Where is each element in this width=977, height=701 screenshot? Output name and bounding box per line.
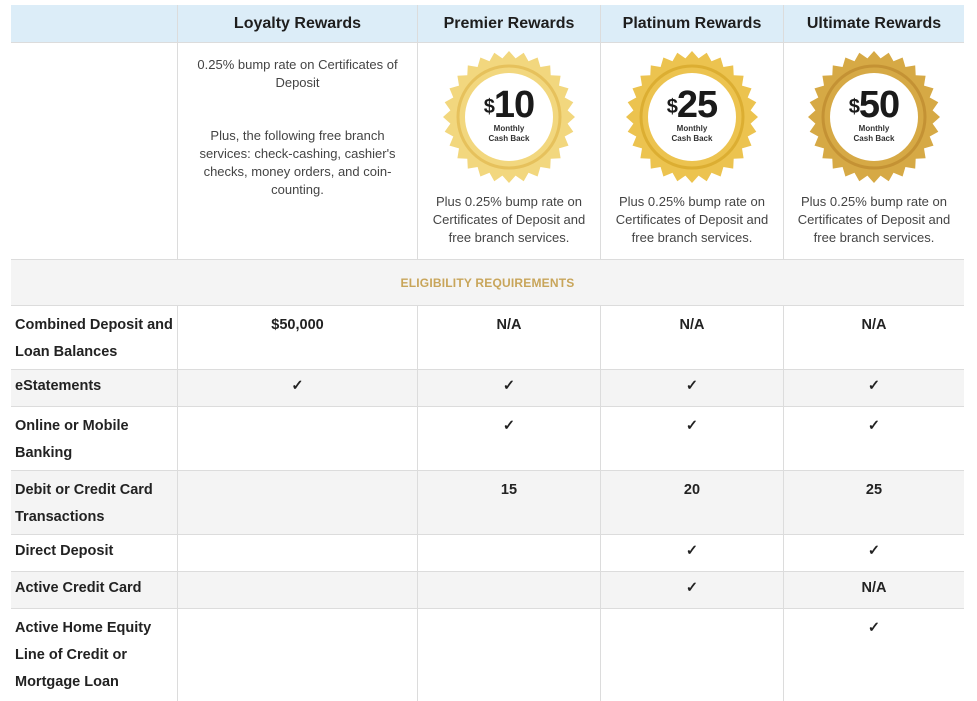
check-icon: ✓ bbox=[600, 370, 783, 406]
row-value: N/A bbox=[783, 306, 964, 369]
tier-premier-header: Premier Rewards bbox=[417, 5, 600, 42]
table-row bbox=[11, 609, 964, 701]
row-value bbox=[600, 609, 783, 701]
seal-dollar-sign: $ bbox=[666, 96, 677, 118]
cash-back-seal bbox=[806, 49, 942, 185]
seal-dollar-sign: $ bbox=[848, 96, 859, 118]
loyalty-benefit-cd: 0.25% bump rate on Certificates of Deposit bbox=[197, 57, 398, 90]
eligibility-heading: ELIGIBILITY REQUIREMENTS bbox=[400, 275, 575, 290]
tier-header-row bbox=[11, 5, 964, 43]
premier-benefits bbox=[417, 43, 600, 259]
row-label: Combined Deposit and Loan Balances bbox=[15, 317, 173, 360]
tier-ultimate-header: Ultimate Rewards bbox=[783, 5, 964, 42]
row-value: N/A bbox=[783, 572, 964, 608]
seal-caption-line2: Cash Back bbox=[671, 134, 713, 143]
loyalty-benefit-services: Plus, the following free branch services: check-cashing, cashier's checks, money orders, and coin-counting. bbox=[199, 128, 396, 197]
table-row bbox=[11, 407, 964, 471]
seal-dollar-sign: $ bbox=[483, 96, 494, 118]
seal-caption-line2: Cash Back bbox=[488, 134, 530, 143]
eligibility-heading-row bbox=[11, 260, 964, 306]
row-label: eStatements bbox=[15, 378, 102, 394]
ultimate-note: Plus 0.25% bump rate on Certificates of Deposit and free branch services. bbox=[797, 194, 951, 245]
check-icon: ✓ bbox=[783, 407, 964, 470]
seal-caption-line2: Cash Back bbox=[853, 134, 895, 143]
row-value bbox=[177, 407, 417, 470]
row-value bbox=[177, 471, 417, 534]
row-value bbox=[177, 609, 417, 701]
row-value: 20 bbox=[600, 471, 783, 534]
check-icon: ✓ bbox=[417, 370, 600, 406]
row-value bbox=[417, 609, 600, 701]
check-icon: ✓ bbox=[783, 609, 964, 701]
loyalty-benefits bbox=[177, 43, 417, 259]
eligibility-rows bbox=[11, 306, 964, 701]
check-icon: ✓ bbox=[783, 535, 964, 571]
row-value bbox=[417, 572, 600, 608]
row-label: Active Credit Card bbox=[15, 580, 142, 596]
seal-amount: 50 bbox=[858, 84, 900, 126]
row-value: N/A bbox=[600, 306, 783, 369]
platinum-note: Plus 0.25% bump rate on Certificates of Deposit and free branch services. bbox=[615, 194, 769, 245]
table-row bbox=[11, 471, 964, 535]
row-label: Direct Deposit bbox=[15, 543, 114, 559]
row-value: N/A bbox=[417, 306, 600, 369]
header-blank bbox=[11, 5, 177, 42]
cash-back-seal bbox=[441, 49, 577, 185]
check-icon: ✓ bbox=[177, 370, 417, 406]
table-row bbox=[11, 306, 964, 370]
table-row bbox=[11, 572, 964, 609]
row-value: 25 bbox=[783, 471, 964, 534]
seal-amount: 10 bbox=[493, 84, 535, 126]
seal-amount: 25 bbox=[676, 84, 718, 126]
row-label: Active Home Equity Line of Credit or Mortgage Loan bbox=[15, 620, 152, 690]
seal-caption-line1: Monthly bbox=[493, 124, 525, 133]
row-value bbox=[417, 535, 600, 571]
cash-back-seal bbox=[624, 49, 760, 185]
row-value bbox=[177, 535, 417, 571]
table-row bbox=[11, 370, 964, 407]
check-icon: ✓ bbox=[600, 572, 783, 608]
platinum-benefits bbox=[600, 43, 783, 259]
table-row bbox=[11, 535, 964, 572]
check-icon: ✓ bbox=[783, 370, 964, 406]
premier-note: Plus 0.25% bump rate on Certificates of Deposit and free branch services. bbox=[432, 194, 586, 245]
row-value: 15 bbox=[417, 471, 600, 534]
row-label: Debit or Credit Card Transactions bbox=[15, 482, 153, 525]
seal-caption-line1: Monthly bbox=[858, 124, 890, 133]
row-value bbox=[177, 572, 417, 608]
check-icon: ✓ bbox=[600, 535, 783, 571]
seal-caption-line1: Monthly bbox=[676, 124, 708, 133]
row-label: Online or Mobile Banking bbox=[15, 418, 129, 461]
ultimate-benefits bbox=[783, 43, 964, 259]
rewards-comparison-table bbox=[11, 5, 964, 701]
tier-loyalty-header: Loyalty Rewards bbox=[177, 5, 417, 42]
benefits-blank bbox=[11, 43, 177, 259]
tier-platinum-header: Platinum Rewards bbox=[600, 5, 783, 42]
check-icon: ✓ bbox=[600, 407, 783, 470]
row-value: $50,000 bbox=[177, 306, 417, 369]
check-icon: ✓ bbox=[417, 407, 600, 470]
benefits-row bbox=[11, 43, 964, 260]
